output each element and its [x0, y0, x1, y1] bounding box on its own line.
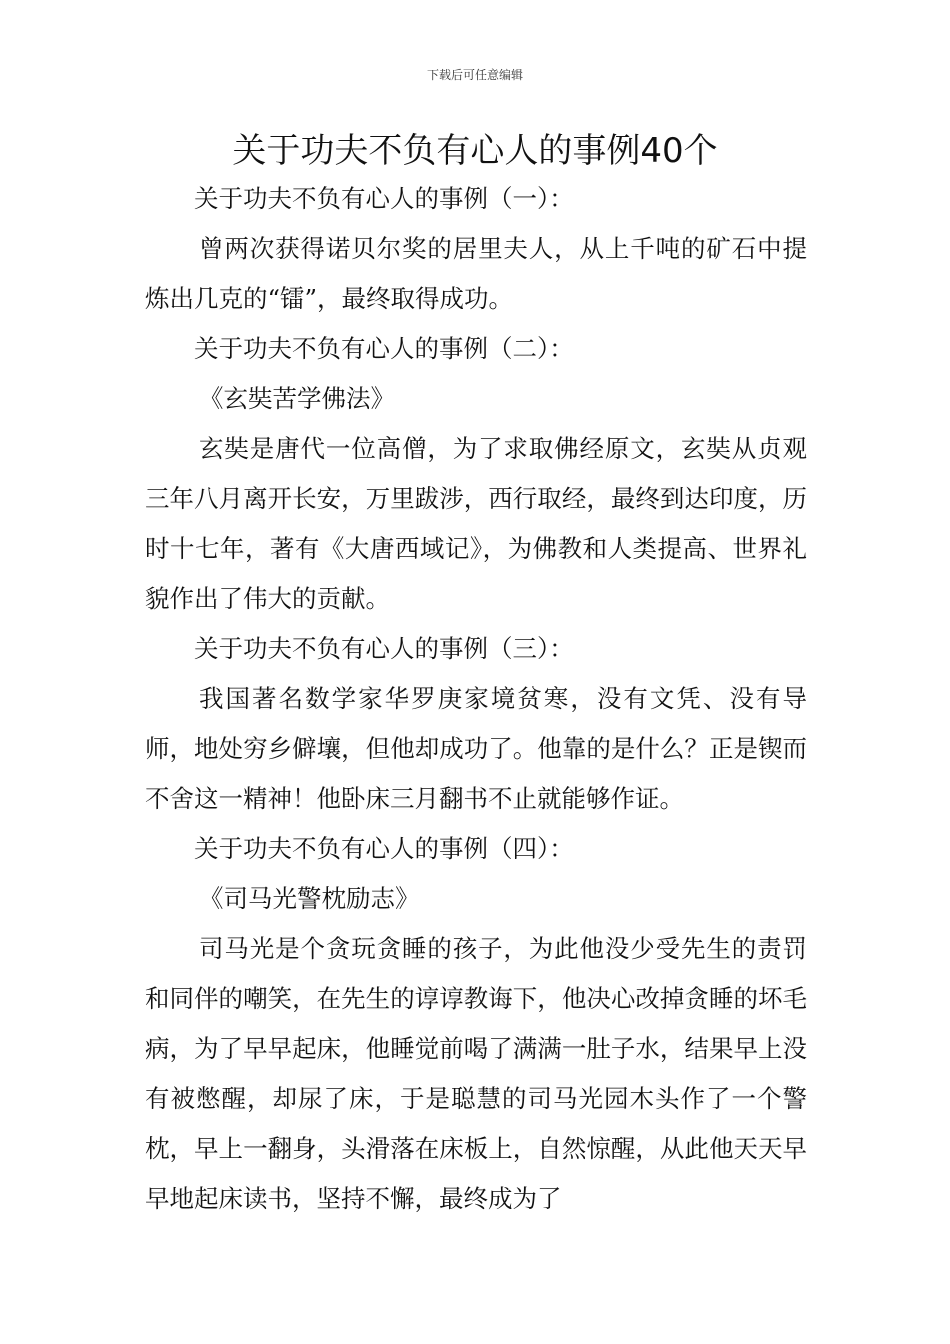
example-heading: 关于功夫不负有心人的事例（二）：: [194, 334, 574, 363]
example-heading: 关于功夫不负有心人的事例（四）：: [194, 834, 574, 863]
story-title: 《玄奘苦学佛法》: [199, 384, 395, 413]
example-heading: 关于功夫不负有心人的事例（一）：: [194, 184, 574, 213]
body-paragraph: 曾两次获得诺贝尔奖的居里夫人，从上千吨的矿石中提炼出几克的“镭”，最终取得成功。: [145, 234, 807, 313]
body-paragraph: 司马光是个贪玩贪睡的孩子，为此他没少受先生的责罚和同伴的嘲笑，在先生的谆谆教诲下，他决心改掉贪睡的坏毛病，为了早早起床，他睡觉前喝了满满一肚子水，结果早上没有被憋醒，却尿了床，于是聪慧的司马光园木头作了一个警枕，早上一翻身，头滑落在床板上，自然惊醒，从此他天天早早地起床读书，坚持不懈，最终成为了: [145, 934, 807, 1213]
body-paragraph: 我国著名数学家华罗庚家境贫寒，没有文凭、没有导师，地处穷乡僻壤，但他却成功了。他靠的是什么？正是锲而不舍这一精神！他卧床三月翻书不止就能够作证。: [145, 684, 807, 813]
story-title: 《司马光警枕励志》: [199, 884, 420, 913]
body-paragraph: 玄奘是唐代一位高僧，为了求取佛经原文，玄奘从贞观三年八月离开长安，万里跋涉，西行取经，最终到达印度，历时十七年，著有《大唐西域记》，为佛教和人类提高、世界礼貌作出了伟大的贡献。: [145, 434, 807, 613]
example-heading: 关于功夫不负有心人的事例（三）：: [194, 634, 574, 663]
header-note: 下载后可任意编辑: [426, 68, 523, 82]
page-title: 关于功夫不负有心人的事例40个: [232, 131, 718, 171]
document-body: [145, 174, 807, 1224]
